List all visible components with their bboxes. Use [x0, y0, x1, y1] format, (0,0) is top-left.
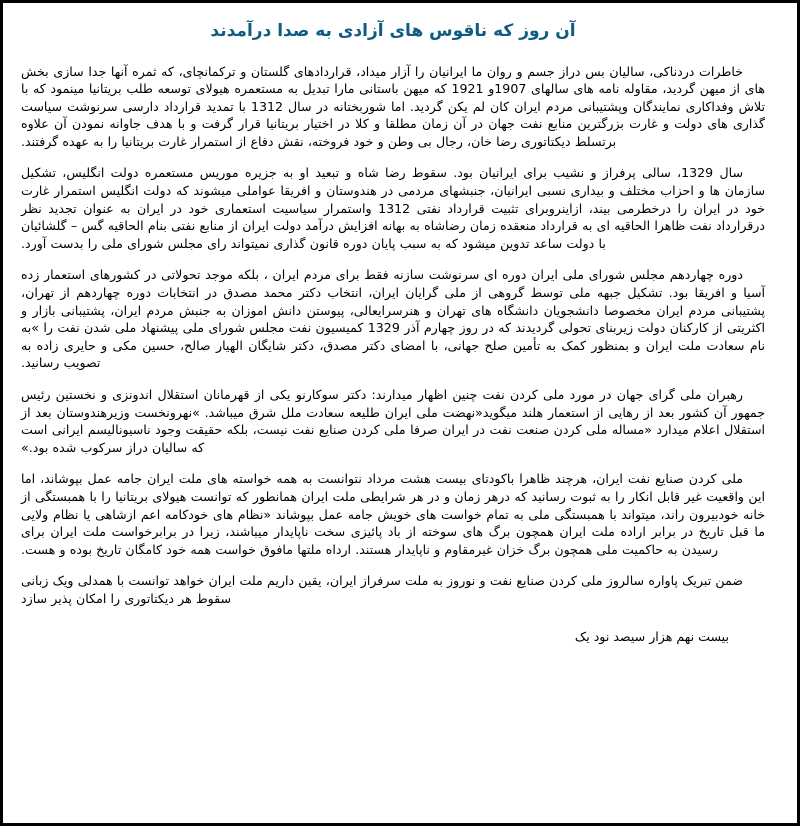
document-date-signature: بیست نهم هزار سیصد نود یک [574, 628, 729, 644]
document-body [21, 63, 765, 646]
paragraph-4: رهبران ملی گرای جهان در مورد ملی کردن نفت چنین اظهار میدارند: دکتر سوکارنو یکی از قهرمانان استقلال اندونزی و نخستین رئیس جمهور آن کشور بعد از رهایی از استعمار هلند میگوید«نهضت ملی ایران طلیعه سعادت ملل شرق میباشد. »نهرونخست وزیرهندوستان بعد از استقلال اعلام میدارد «مساله ملی کردن صنعت نفت در ایران صرفا ملی کردن صنایع نفت نیست، بلکه حقیقت وجود ناسیونالیسم ایرانی است که سالیان دراز سرکوب شده بود.» [21, 387, 765, 455]
paragraph-6: ضمن تبریک پاواره سالروز ملی کردن صنایع نفت و نوروز به ملت سرفراز ایران، یقین داریم ملت ایران خواهد توانست با همدلی ویک زبانی سقوط هر دیکتاتوری را امکان پذیر سازد [21, 573, 743, 606]
paragraph-2: سال 1329، سالی پرفراز و نشیب برای ایرانیان بود. سقوط رضا شاه و تبعید او به جزیره موریس مستعمره دولت انگلیس، تشکیل سازمان ها و احزاب مختلف و بیداری نسبی ایرانیان، جنبشهای مردمی در هندوستان و افریقا عواملی میشوند که دولت انگلیس استمرار غارت خود در ایران را درخطرمی بیند، ازاینروبرای تثبیت قرارداد نفتی 1312 واستمرار سیاسیت استعماری خود در ایران به عنوان تجدید نظر درقرارداد نفت ظاهرا الحاقیه ای به قرارداد منعقده زمان رضاشاه به بهانه افزایش درآمد دولت ایران از منابع نفتی بنام الحاقیه گس – گلشائیان با دولت ساعد تدوین میشود که به سبب پایان دوره قانون گذاری نمیتواند رای مجلس شورای ملی را بدست آورد. [21, 165, 765, 251]
paragraph-3: دوره چهاردهم مجلس شورای ملی ایران دوره ای سرنوشت سازنه فقط برای مردم ایران ، بلکه موجد تحولاتی در کشورهای استعمار زده آسیا و افریقا بود. تشکیل جبهه ملی توسط گروهی از ملی گرایان ایران، انتخاب دکتر محمد مصدق در انتخابات دوره چهاردهم از تهران، پشتیبانی مردم ایران مخصوصا دانشجویان دانشگاه های تهران و هنرسرایعالی، پیوستن دانش اموزان به جنبش مردم ایران، پشتیبانی بازار و اکثریتی از کارکنان دولت زیربنای تحولی گردیدند که در روز چهارم آذر 1329 کمیسیون نفت مجلس شورای ملی پیشنهاد ملی شدن نفت را »به نام سعادت ملت ایران و بمنظور کمک به تأمین صلح جهانی، با امضای دکتر مصدق، دکتر شایگان الهیار صالح، حسین مکی و حایری زاده به تصویب رسانید. [21, 267, 765, 371]
page-title: آن روز که ناقوس های آزادی به صدا درآمدند [210, 21, 576, 41]
paragraph-1: خاطرات دردناکی، سالیان بس دراز جسم و روان ما ایرانیان را آزار میداد، قراردادهای گلستان و ترکمانچای، که ثمره آنها جدا سازی بخش های از میهن گردید، مقاوله نامه های سالهای 1907و 1921 که میهن باستانی مارا تبدیل به مستعمره هیولای توسعه طلب بریتانیا مینمود که با تلاش وفداکاری نمایندگان وپشتیبانی مردم ایران کان لم یکن گردید. اما شوربختانه در سال 1312 با تمدید قرارداد دارسی سرنوشت سیاست گذاری های دولت و غارت بزرگترین منابع نفت جهان در آن زمان مطلقا و کلا در اختیار بریتانیا قرار گرفت و با هدف جاوانه نمودن آن علاوه برتسلط دیکتاتوری رضا خان، رجال بی وطن و خود فروخته، نقش دفاع از استمرار غارت بریتانیا را به عهده گرفتند. [21, 63, 765, 149]
paragraph-5: ملی کردن صنایع نفت ایران، هرچند ظاهرا باکودتای بیست هشت مرداد نتوانست به همه خواسته های ملت ایران جامه عمل بپوشاند، اما این واقعیت غیر قابل انکار را به ثبوت رسانید که درهر زمان و در هر شرایطی ملت ایران همانطور که توانست هیولای بریتانیا را با همبستگی از خانه خودبیرون راند، میتواند با همبستگی ملی به تمام خواست های خویش جامه عمل بپوشاند «نظام های خودکامه اعم ازشاهی یا نظام ولایی ما قبل تاریخ در برابر اراده ملت ایران همچون برگ های سوخته از باد پائیزی سخت ناپایدار میباشند، زیرا در برابرخواست ملت ایران برای رسیدن به حاکمیت ملی همچون برگ خزان غیرمقاوم و ناپایدار هستند. ارداه ملتها مافوق خواست همه خود کامگان تاریخ بوده و هست. [21, 471, 765, 557]
